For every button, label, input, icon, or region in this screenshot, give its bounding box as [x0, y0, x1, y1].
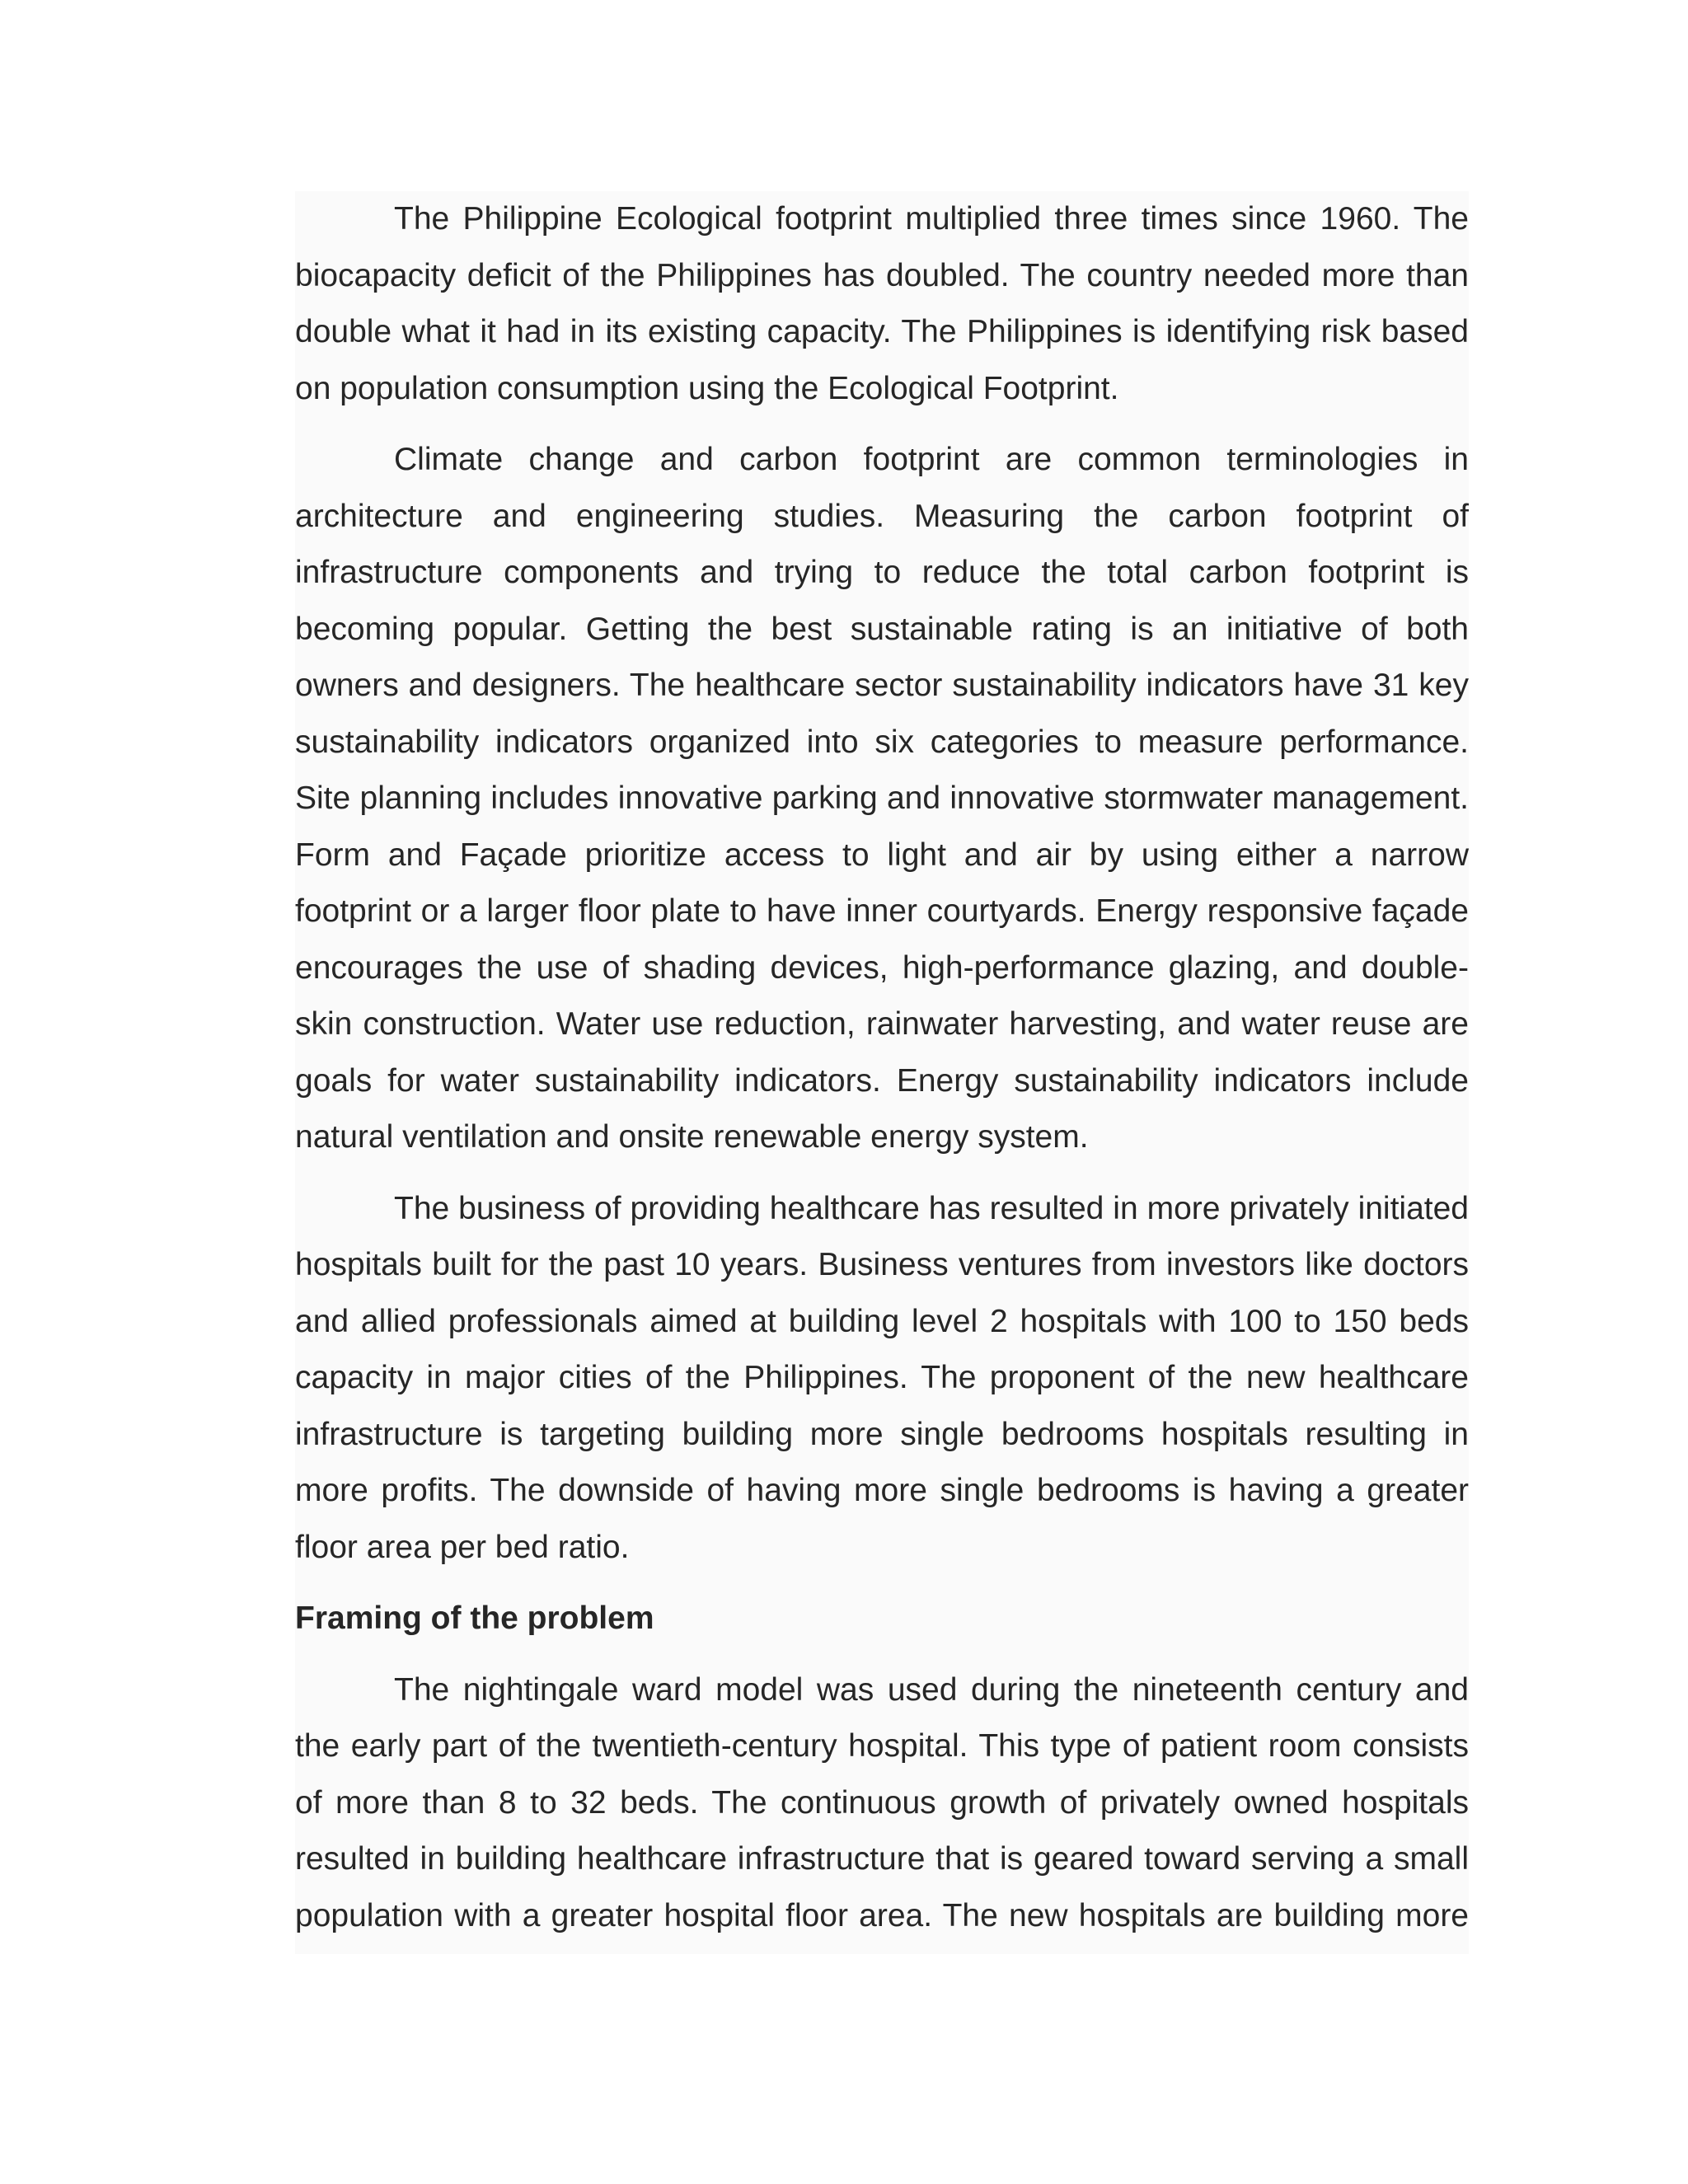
section-heading: Framing of the problem: [295, 1601, 654, 1636]
paragraph-healthcare-business: The business of providing healthcare has resulted in more privately initiated hospitals built for the past 10 years. Business ventures from investors like doctors and allied professionals aimed at building level 2 hospitals with 100 to 150 beds capacity in major cities of the Philippines. The proponent of the new healthcare infrastructure is targeting building more single bedrooms hospitals resulting in more profits. The downside of having more single bedrooms is having a greater floor area per bed ratio.: [295, 1190, 1469, 1565]
document-body: [295, 191, 1469, 1954]
paragraph-nightingale-ward: The nightingale ward model was used during the nineteenth century and the early part of the twentieth-century hospital. This type of patient room consists of more than 8 to 32 beds. The continuous growth of privately owned hospitals resulted in building healthcare infrastructure that is geared toward serving a small population with a greater hospital floor area. The new hospitals are building more: [295, 1671, 1469, 1933]
paragraph-ecological-footprint: The Philippine Ecological footprint multiplied three times since 1960. The biocapacity deficit of the Philippines has doubled. The country needed more than double what it had in its existing capacity. The Philippines is identifying risk based on population consumption using the Ecological Footprint.: [295, 201, 1469, 406]
paragraph-carbon-footprint: Climate change and carbon footprint are common terminologies in architecture and engineering studies. Measuring the carbon footprint of infrastructure components and trying to reduce the total carbon footprint is becoming popular. Getting the best sustainable rating is an initiative of both owners and designers. The healthcare sector sustainability indicators have 31 key sustainability indicators organized into six categories to measure performance. Site planning includes innovative parking and innovative stormwater management. Form and Façade prioritize access to light and air by using either a narrow footprint or a larger floor plate to have inner courtyards. Energy responsive façade encourages the use of shading devices, high-performance glazing, and double-skin construction. Water use reduction, rainwater harvesting, and water reuse are goals for water sustainability indicators. Energy sustainability indicators include natural ventilation and onsite renewable energy system.: [295, 442, 1469, 1155]
